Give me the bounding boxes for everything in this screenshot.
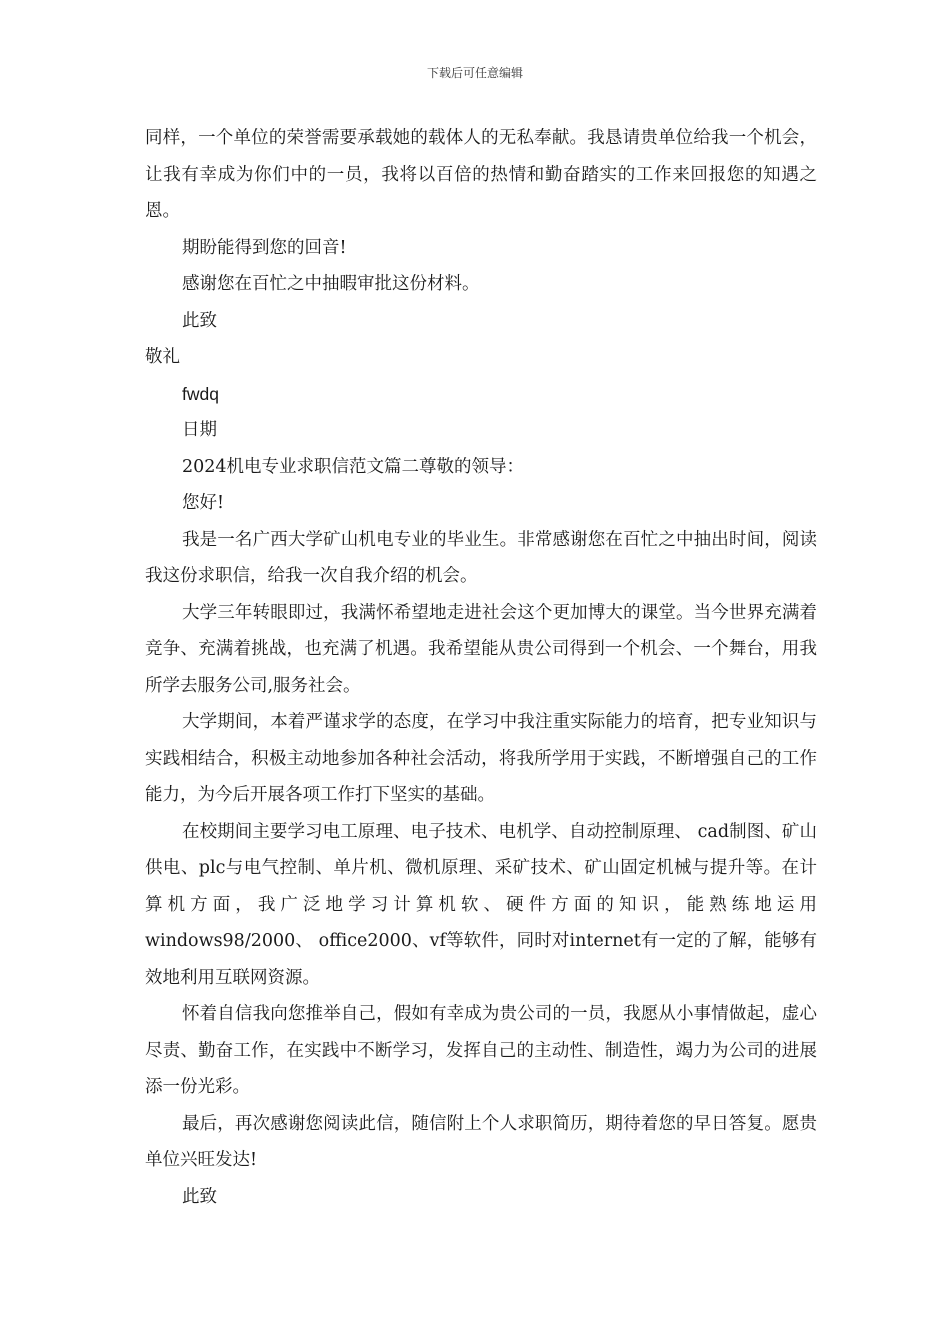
second-letter-title: 2024机电专业求职信范文篇二尊敬的领导： (182, 456, 525, 477)
closing-salutation-2: 此致 (182, 1186, 217, 1207)
closing-regards: 敬礼 (145, 347, 180, 367)
paragraph-self-recommendation: 怀着自信我向您推举自己，假如有幸成为贵公司的一员，我愿从小事情做起，虚心尽责、勤奋工作，在实践中不断学习，发挥自己的主动性、制造性，竭力为公司的进展添一份光彩。 (145, 1004, 817, 1097)
paragraph-courses: 在校期间主要学习电工原理、电子技术、电机学、自动控制原理、 cad制图、矿山供电、plc与电气控制、单片机、微机原理、采矿技术、矿山固定机械与提升等。在计算机方面，我广泛地学习计算机软、硬件方面的知识，能熟练地运用windows98/2000、 office2000、vf等软件，同时对internet有一定的了解，能够有效地利用互联网资源。 (145, 821, 817, 988)
date-line: 日期 (182, 420, 217, 440)
paragraph-aspiration: 大学三年转眼即过，我满怀希望地走进社会这个更加博大的课堂。当今世界充满着竞争、充满着挑战，也充满了机遇。我希望能从贵公司得到一个机会、一个舞台，用我所学去服务公司,服务社会。 (145, 602, 817, 696)
paragraph-university: 大学期间，本着严谨求学的态度，在学习中我注重实际能力的培育，把专业知识与实践相结合，积极主动地参加各种社会活动，将我所学用于实践，不断增强自己的工作能力，为今后开展各项工作打下坚实的基础。 (145, 712, 817, 805)
page-header: 下载后可任意编辑 (426, 66, 523, 80)
paragraph-thanks: 感谢您在百忙之中抽暇审批这份材料。 (182, 274, 480, 294)
paragraph-intro: 我是一名广西大学矿山机电专业的毕业生。非常感谢您在百忙之中抽出时间，阅读我这份求职信，给我一次自我介绍的机会。 (145, 529, 817, 586)
paragraph-await-reply: 期盼能得到您的回音! (182, 237, 347, 258)
signature-name: fwdq (182, 383, 219, 404)
greeting: 您好! (182, 493, 225, 513)
letter-body (145, 120, 817, 1215)
paragraph-opening: 同样，一个单位的荣誉需要承载她的载体人的无私奉献。我恳请贵单位给我一个机会，让我有幸成为你们中的一员，我将以百倍的热情和勤奋踏实的工作来回报您的知遇之恩。 (145, 128, 817, 221)
paragraph-final-thanks: 最后，再次感谢您阅读此信，随信附上个人求职简历，期待着您的早日答复。愿贵单位兴旺发达! (145, 1113, 817, 1170)
closing-salutation: 此致 (182, 310, 217, 331)
